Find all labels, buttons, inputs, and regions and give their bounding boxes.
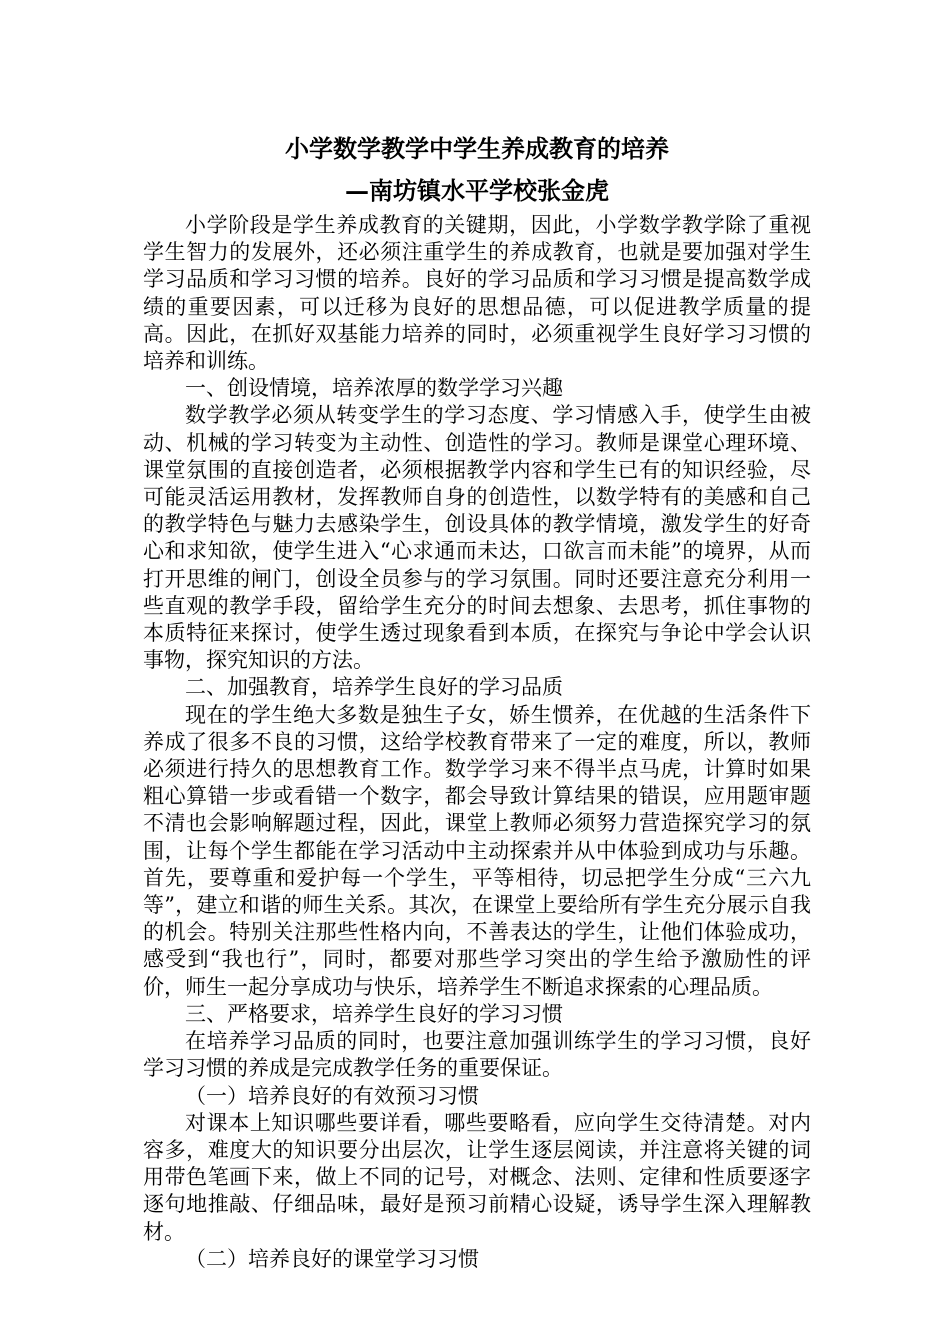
- intro-paragraph: 小学阶段是学生养成教育的关键期，因此，小学数学教学除了重视学生智力的发展外，还必须注重学生的养成教育，也就是要加强对学生学习品质和学习习惯的培养。良好的学习品质和学习习惯是提高数学成绩的重要因素，可以迁移为良好的思想品德，可以促进教学质量的提高。因此，在抓好双基能力培养的同时，必须重视学生良好学习习惯的培养和训练。: [143, 213, 811, 374]
- section-heading-1: 一、创设情境，培养浓厚的数学学习兴趣: [185, 376, 563, 401]
- section-1-paragraph: 数学教学必须从转变学生的学习态度、学习情感入手，使学生由被动、机械的学习转变为主动性、创造性的学习。教师是课堂心理环境、课堂氛围的直接创造者，必须根据教学内容和学生已有的知识经验，尽可能灵活运用教材，发挥教师自身的创造性，以数学特有的美感和自己的教学特色与魅力去感染学生，创设具体的教学情境，激发学生的好奇心和求知欲，使学生进入“心求通而未达，口欲言而未能”的境界，从而打开思维的闸门，创设全员参与的学习氛围。同时还要注意充分利用一些直观的教学手段，留给学生充分的时间去想象、去思考，抓住事物的本质特征来探讨，使学生透过现象看到本质，在探究与争论中学会认识事物，探究知识的方法。: [143, 403, 811, 673]
- section-heading-2: 二、加强教育，培养学生良好的学习品质: [185, 675, 563, 700]
- subsection-heading-1: （一）培养良好的有效预习习惯: [185, 1083, 479, 1108]
- section-heading-3: 三、严格要求，培养学生良好的学习习惯: [185, 1001, 563, 1026]
- section-3-paragraph: 在培养学习品质的同时，也要注意加强训练学生的学习习惯，良好学习习惯的养成是完成教学任务的重要保证。: [143, 1029, 811, 1081]
- subsection-1-paragraph: 对课本上知识哪些要详看，哪些要略看，应向学生交待清楚。对内容多，难度大的知识要分出层次，让学生逐层阅读，并注意将关键的词用带色笔画下来，做上不同的记号，对概念、法则、定律和性质要逐字逐句地推敲、仔细品味，最好是预习前精心设疑，诱导学生深入理解教材。: [143, 1110, 811, 1244]
- document-body: [143, 128, 811, 1273]
- document-title: 小学数学教学中学生养成教育的培养: [285, 134, 669, 163]
- document-author-line: —南坊镇水平学校张金虎: [345, 176, 609, 205]
- subsection-heading-2: （二）培养良好的课堂学习习惯: [185, 1246, 479, 1271]
- section-2-paragraph: 现在的学生绝大多数是独生子女，娇生惯养，在优越的生活条件下养成了很多不良的习惯，这给学校教育带来了一定的难度，所以，教师必须进行持久的思想教育工作。数学学习来不得半点马虎，计算时如果粗心算错一步或看错一个数字，都会导致计算结果的错误，应用题审题不清也会影响解题过程，因此，课堂上教师必须努力营造探究学习的氛围，让每个学生都能在学习活动中主动探索并从中体验到成功与乐趣。首先，要尊重和爱护每一个学生，平等相待，切忌把学生分成“三六九等”，建立和谐的师生关系。其次，在课堂上要给所有学生充分展示自我的机会。特别关注那些性格内向，不善表达的学生，让他们体验成功，感受到“我也行”，同时，都要对那些学习突出的学生给予激励性的评价，师生一起分享成功与快乐，培养学生不断追求探索的心理品质。: [143, 702, 811, 999]
